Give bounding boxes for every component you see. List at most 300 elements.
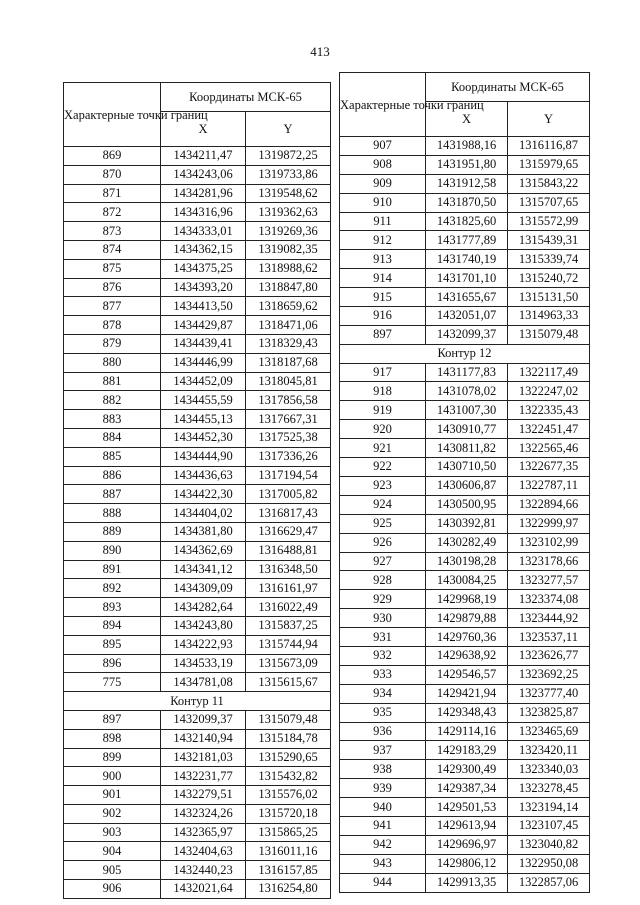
table-row xyxy=(340,571,590,590)
y-cell: 1319082,35 xyxy=(246,240,331,259)
point-cell: 892 xyxy=(64,579,161,598)
y-cell: 1323692,25 xyxy=(508,665,590,684)
table-row xyxy=(64,165,331,184)
x-cell: 1434452,30 xyxy=(161,428,246,447)
x-cell: 1434211,47 xyxy=(161,147,246,166)
x-cell: 1431078,02 xyxy=(426,382,508,401)
table-row xyxy=(64,428,331,447)
table-row xyxy=(340,722,590,741)
point-cell: 914 xyxy=(340,269,426,288)
table-row xyxy=(64,147,331,166)
point-cell: 894 xyxy=(64,616,161,635)
point-cell: 932 xyxy=(340,646,426,665)
x-cell: 1434309,09 xyxy=(161,579,246,598)
x-cell: 1432365,97 xyxy=(161,823,246,842)
y-cell: 1318329,43 xyxy=(246,334,331,353)
contour-row xyxy=(340,344,590,363)
point-cell: 896 xyxy=(64,654,161,673)
y-cell: 1322117,49 xyxy=(508,363,590,382)
table-row xyxy=(340,628,590,647)
table-row xyxy=(340,665,590,684)
table-row xyxy=(340,684,590,703)
x-cell: 1431177,83 xyxy=(426,363,508,382)
y-cell: 1319548,62 xyxy=(246,184,331,203)
table-row xyxy=(340,476,590,495)
y-cell: 1315290,65 xyxy=(246,748,331,767)
x-cell: 1434439,41 xyxy=(161,334,246,353)
y-cell: 1315240,72 xyxy=(508,269,590,288)
page-number: 413 xyxy=(310,44,330,59)
y-cell: 1316488,81 xyxy=(246,541,331,560)
point-cell: 900 xyxy=(64,767,161,786)
y-cell: 1322999,97 xyxy=(508,514,590,533)
point-cell: 943 xyxy=(340,854,426,873)
table-row xyxy=(340,873,590,892)
y-cell: 1323626,77 xyxy=(508,646,590,665)
x-cell: 1429501,53 xyxy=(426,798,508,817)
x-cell: 1432231,77 xyxy=(161,767,246,786)
header-coordinates: Координаты МСК-65 xyxy=(161,83,331,112)
x-cell: 1429613,94 xyxy=(426,816,508,835)
x-cell: 1432440,23 xyxy=(161,861,246,880)
x-cell: 1434316,96 xyxy=(161,203,246,222)
table-row xyxy=(340,458,590,477)
point-cell: 898 xyxy=(64,729,161,748)
x-cell: 1432279,51 xyxy=(161,786,246,805)
table-row xyxy=(340,646,590,665)
y-cell: 1323194,14 xyxy=(508,798,590,817)
x-cell: 1431988,16 xyxy=(426,137,508,156)
coordinates-table-left xyxy=(63,82,331,899)
x-cell: 1431951,80 xyxy=(426,155,508,174)
x-cell: 1434422,30 xyxy=(161,485,246,504)
y-cell: 1316348,50 xyxy=(246,560,331,579)
point-cell: 891 xyxy=(64,560,161,579)
x-cell: 1432051,07 xyxy=(426,307,508,326)
table-row xyxy=(64,297,331,316)
y-cell: 1315837,25 xyxy=(246,616,331,635)
y-cell: 1315615,67 xyxy=(246,673,331,692)
x-cell: 1430606,87 xyxy=(426,476,508,495)
y-cell: 1319733,86 xyxy=(246,165,331,184)
y-cell: 1323277,57 xyxy=(508,571,590,590)
point-cell: 925 xyxy=(340,514,426,533)
y-cell: 1318471,06 xyxy=(246,316,331,335)
table-row xyxy=(64,259,331,278)
y-cell: 1317525,38 xyxy=(246,428,331,447)
contour-label: Контур 11 xyxy=(64,692,331,711)
point-cell: 936 xyxy=(340,722,426,741)
point-cell: 907 xyxy=(340,137,426,156)
point-cell: 927 xyxy=(340,552,426,571)
table-row xyxy=(64,541,331,560)
table-row xyxy=(64,616,331,635)
point-cell: 930 xyxy=(340,609,426,628)
table-body-left xyxy=(64,147,331,899)
x-cell: 1431870,50 xyxy=(426,193,508,212)
contour-row xyxy=(64,692,331,711)
table-row xyxy=(64,635,331,654)
table-row xyxy=(64,184,331,203)
point-cell: 897 xyxy=(340,325,426,344)
table-row xyxy=(64,353,331,372)
point-cell: 941 xyxy=(340,816,426,835)
x-cell: 1434381,80 xyxy=(161,522,246,541)
coordinates-table-right xyxy=(339,72,590,893)
x-cell: 1434281,96 xyxy=(161,184,246,203)
point-cell: 918 xyxy=(340,382,426,401)
point-cell: 884 xyxy=(64,428,161,447)
table-row xyxy=(340,288,590,307)
point-cell: 933 xyxy=(340,665,426,684)
point-cell: 923 xyxy=(340,476,426,495)
y-cell: 1322677,35 xyxy=(508,458,590,477)
y-cell: 1317667,31 xyxy=(246,410,331,429)
x-cell: 1434444,90 xyxy=(161,447,246,466)
table-row xyxy=(340,307,590,326)
y-cell: 1323102,99 xyxy=(508,533,590,552)
table-row xyxy=(340,703,590,722)
table-row xyxy=(340,212,590,231)
point-cell: 899 xyxy=(64,748,161,767)
point-cell: 883 xyxy=(64,410,161,429)
x-cell: 1430198,28 xyxy=(426,552,508,571)
x-cell: 1432140,94 xyxy=(161,729,246,748)
point-cell: 935 xyxy=(340,703,426,722)
y-cell: 1315079,48 xyxy=(508,325,590,344)
y-cell: 1322787,11 xyxy=(508,476,590,495)
point-cell: 937 xyxy=(340,741,426,760)
table-row xyxy=(340,514,590,533)
point-cell: 916 xyxy=(340,307,426,326)
point-cell: 903 xyxy=(64,823,161,842)
x-cell: 1434362,69 xyxy=(161,541,246,560)
x-cell: 1429696,97 xyxy=(426,835,508,854)
point-cell: 928 xyxy=(340,571,426,590)
y-cell: 1315720,18 xyxy=(246,804,331,823)
table-row xyxy=(64,598,331,617)
y-cell: 1316629,47 xyxy=(246,522,331,541)
y-cell: 1323825,87 xyxy=(508,703,590,722)
y-cell: 1315744,94 xyxy=(246,635,331,654)
x-cell: 1434341,12 xyxy=(161,560,246,579)
table-row xyxy=(64,391,331,410)
point-cell: 924 xyxy=(340,495,426,514)
x-cell: 1430392,81 xyxy=(426,514,508,533)
x-cell: 1429114,16 xyxy=(426,722,508,741)
y-cell: 1322894,66 xyxy=(508,495,590,514)
table-row xyxy=(64,522,331,541)
y-cell: 1318847,80 xyxy=(246,278,331,297)
x-cell: 1431825,60 xyxy=(426,212,508,231)
table-row xyxy=(340,798,590,817)
y-cell: 1315865,25 xyxy=(246,823,331,842)
x-cell: 1434436,63 xyxy=(161,466,246,485)
point-cell: 904 xyxy=(64,842,161,861)
point-cell: 910 xyxy=(340,193,426,212)
table-row xyxy=(64,842,331,861)
x-cell: 1429300,49 xyxy=(426,760,508,779)
point-cell: 922 xyxy=(340,458,426,477)
table-row xyxy=(340,231,590,250)
point-cell: 897 xyxy=(64,710,161,729)
table-row xyxy=(64,767,331,786)
x-cell: 1430282,49 xyxy=(426,533,508,552)
point-cell: 912 xyxy=(340,231,426,250)
point-cell: 889 xyxy=(64,522,161,541)
y-cell: 1318187,68 xyxy=(246,353,331,372)
table-row xyxy=(340,325,590,344)
x-cell: 1429348,43 xyxy=(426,703,508,722)
x-cell: 1434404,02 xyxy=(161,504,246,523)
x-cell: 1434533,19 xyxy=(161,654,246,673)
x-cell: 1434282,64 xyxy=(161,598,246,617)
table-row xyxy=(64,278,331,297)
x-cell: 1429638,92 xyxy=(426,646,508,665)
y-cell: 1322857,06 xyxy=(508,873,590,892)
table-row xyxy=(340,609,590,628)
x-cell: 1434393,20 xyxy=(161,278,246,297)
x-cell: 1434362,15 xyxy=(161,240,246,259)
x-cell: 1434446,99 xyxy=(161,353,246,372)
x-cell: 1429546,57 xyxy=(426,665,508,684)
table-row xyxy=(64,410,331,429)
x-cell: 1429421,94 xyxy=(426,684,508,703)
x-cell: 1434243,80 xyxy=(161,616,246,635)
y-cell: 1316011,16 xyxy=(246,842,331,861)
y-cell: 1317194,54 xyxy=(246,466,331,485)
contour-label: Контур 12 xyxy=(340,344,590,363)
y-cell: 1316022,49 xyxy=(246,598,331,617)
x-cell: 1432404,63 xyxy=(161,842,246,861)
table-row xyxy=(64,485,331,504)
point-cell: 869 xyxy=(64,147,161,166)
header-y: Y xyxy=(508,102,590,137)
table-row xyxy=(64,560,331,579)
y-cell: 1323465,69 xyxy=(508,722,590,741)
table-row xyxy=(64,466,331,485)
header-x: X xyxy=(161,112,246,147)
y-cell: 1317005,82 xyxy=(246,485,331,504)
x-cell: 1432099,37 xyxy=(426,325,508,344)
point-cell: 888 xyxy=(64,504,161,523)
table-row xyxy=(64,654,331,673)
table-row xyxy=(340,816,590,835)
y-cell: 1316161,97 xyxy=(246,579,331,598)
header-points: Характерные точки границ xyxy=(64,83,161,147)
point-cell: 944 xyxy=(340,873,426,892)
y-cell: 1323777,40 xyxy=(508,684,590,703)
y-cell: 1322950,08 xyxy=(508,854,590,873)
table-row xyxy=(340,401,590,420)
table-row xyxy=(340,382,590,401)
table-row xyxy=(340,420,590,439)
x-cell: 1434455,13 xyxy=(161,410,246,429)
table-row xyxy=(64,804,331,823)
table-row xyxy=(64,316,331,335)
x-cell: 1434333,01 xyxy=(161,222,246,241)
x-cell: 1431007,30 xyxy=(426,401,508,420)
point-cell: 906 xyxy=(64,880,161,899)
table-row xyxy=(340,439,590,458)
table-row xyxy=(64,786,331,805)
table-body-right xyxy=(340,137,590,893)
table-row xyxy=(340,779,590,798)
y-cell: 1323107,45 xyxy=(508,816,590,835)
y-cell: 1317336,26 xyxy=(246,447,331,466)
y-cell: 1315439,31 xyxy=(508,231,590,250)
point-cell: 887 xyxy=(64,485,161,504)
y-cell: 1323537,11 xyxy=(508,628,590,647)
y-cell: 1318045,81 xyxy=(246,372,331,391)
point-cell: 917 xyxy=(340,363,426,382)
point-cell: 885 xyxy=(64,447,161,466)
table-row xyxy=(64,861,331,880)
y-cell: 1319872,25 xyxy=(246,147,331,166)
x-cell: 1434781,08 xyxy=(161,673,246,692)
point-cell: 882 xyxy=(64,391,161,410)
y-cell: 1316116,87 xyxy=(508,137,590,156)
table-row xyxy=(64,748,331,767)
table-row xyxy=(64,673,331,692)
point-cell: 874 xyxy=(64,240,161,259)
point-cell: 877 xyxy=(64,297,161,316)
table-row xyxy=(340,193,590,212)
point-cell: 881 xyxy=(64,372,161,391)
y-cell: 1315432,82 xyxy=(246,767,331,786)
point-cell: 913 xyxy=(340,250,426,269)
point-cell: 909 xyxy=(340,174,426,193)
point-cell: 775 xyxy=(64,673,161,692)
table-row xyxy=(340,741,590,760)
y-cell: 1323340,03 xyxy=(508,760,590,779)
y-cell: 1315576,02 xyxy=(246,786,331,805)
table-row xyxy=(340,854,590,873)
x-cell: 1432099,37 xyxy=(161,710,246,729)
x-cell: 1434222,93 xyxy=(161,635,246,654)
y-cell: 1318988,62 xyxy=(246,259,331,278)
y-cell: 1314963,33 xyxy=(508,307,590,326)
x-cell: 1429879,88 xyxy=(426,609,508,628)
y-cell: 1315184,78 xyxy=(246,729,331,748)
x-cell: 1429183,29 xyxy=(426,741,508,760)
table-row xyxy=(64,880,331,899)
x-cell: 1434243,06 xyxy=(161,165,246,184)
y-cell: 1323420,11 xyxy=(508,741,590,760)
y-cell: 1315572,99 xyxy=(508,212,590,231)
y-cell: 1317856,58 xyxy=(246,391,331,410)
table-row xyxy=(64,710,331,729)
point-cell: 921 xyxy=(340,439,426,458)
point-cell: 875 xyxy=(64,259,161,278)
x-cell: 1430710,50 xyxy=(426,458,508,477)
table-row xyxy=(340,552,590,571)
point-cell: 886 xyxy=(64,466,161,485)
point-cell: 880 xyxy=(64,353,161,372)
table-row xyxy=(340,250,590,269)
x-cell: 1429913,35 xyxy=(426,873,508,892)
x-cell: 1432181,03 xyxy=(161,748,246,767)
y-cell: 1315079,48 xyxy=(246,710,331,729)
y-cell: 1315707,65 xyxy=(508,193,590,212)
y-cell: 1315843,22 xyxy=(508,174,590,193)
point-cell: 870 xyxy=(64,165,161,184)
y-cell: 1316157,85 xyxy=(246,861,331,880)
table-row xyxy=(64,447,331,466)
point-cell: 919 xyxy=(340,401,426,420)
point-cell: 940 xyxy=(340,798,426,817)
x-cell: 1431912,58 xyxy=(426,174,508,193)
x-cell: 1434413,50 xyxy=(161,297,246,316)
y-cell: 1315673,09 xyxy=(246,654,331,673)
x-cell: 1431655,67 xyxy=(426,288,508,307)
table-row xyxy=(340,760,590,779)
y-cell: 1315339,74 xyxy=(508,250,590,269)
y-cell: 1315131,50 xyxy=(508,288,590,307)
header-coordinates: Координаты МСК-65 xyxy=(426,73,590,102)
point-cell: 926 xyxy=(340,533,426,552)
x-cell: 1434375,25 xyxy=(161,259,246,278)
x-cell: 1432324,26 xyxy=(161,804,246,823)
y-cell: 1323444,92 xyxy=(508,609,590,628)
table-row xyxy=(340,363,590,382)
y-cell: 1323278,45 xyxy=(508,779,590,798)
table-row xyxy=(340,155,590,174)
point-cell: 934 xyxy=(340,684,426,703)
table-row xyxy=(64,240,331,259)
table-row xyxy=(64,203,331,222)
y-cell: 1318659,62 xyxy=(246,297,331,316)
y-cell: 1316254,80 xyxy=(246,880,331,899)
table-row xyxy=(64,504,331,523)
point-cell: 873 xyxy=(64,222,161,241)
point-cell: 893 xyxy=(64,598,161,617)
table-row xyxy=(340,590,590,609)
x-cell: 1431701,10 xyxy=(426,269,508,288)
point-cell: 901 xyxy=(64,786,161,805)
point-cell: 878 xyxy=(64,316,161,335)
y-cell: 1322335,43 xyxy=(508,401,590,420)
point-cell: 938 xyxy=(340,760,426,779)
y-cell: 1322565,46 xyxy=(508,439,590,458)
y-cell: 1315979,65 xyxy=(508,155,590,174)
table-row xyxy=(64,823,331,842)
table-row xyxy=(64,334,331,353)
point-cell: 915 xyxy=(340,288,426,307)
x-cell: 1432021,64 xyxy=(161,880,246,899)
table-row xyxy=(340,174,590,193)
y-cell: 1322451,47 xyxy=(508,420,590,439)
point-cell: 929 xyxy=(340,590,426,609)
point-cell: 871 xyxy=(64,184,161,203)
y-cell: 1319269,36 xyxy=(246,222,331,241)
table-row xyxy=(64,579,331,598)
point-cell: 876 xyxy=(64,278,161,297)
y-cell: 1319362,63 xyxy=(246,203,331,222)
table-row xyxy=(340,835,590,854)
header-y: Y xyxy=(246,112,331,147)
y-cell: 1323040,82 xyxy=(508,835,590,854)
x-cell: 1431740,19 xyxy=(426,250,508,269)
point-cell: 931 xyxy=(340,628,426,647)
x-cell: 1429968,19 xyxy=(426,590,508,609)
point-cell: 920 xyxy=(340,420,426,439)
x-cell: 1430084,25 xyxy=(426,571,508,590)
point-cell: 908 xyxy=(340,155,426,174)
table-row xyxy=(340,495,590,514)
header-x: X xyxy=(426,102,508,137)
point-cell: 939 xyxy=(340,779,426,798)
